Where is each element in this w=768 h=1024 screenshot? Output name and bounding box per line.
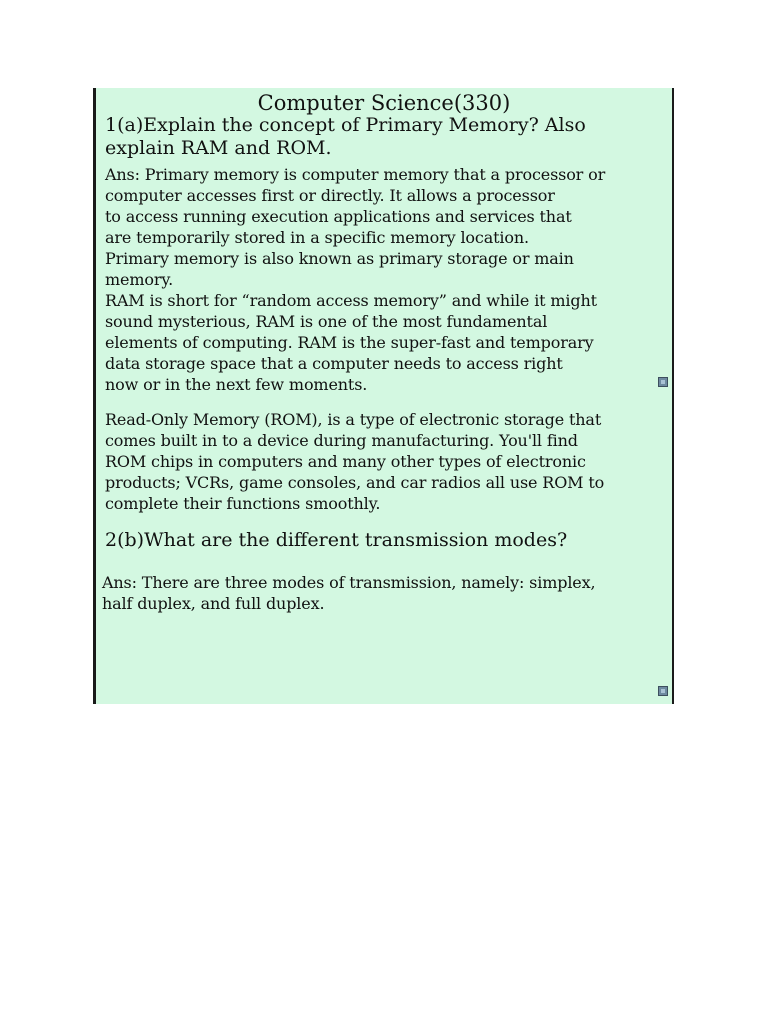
rom-line: ROM chips in computers and many other types of electronic xyxy=(105,452,586,471)
document-panel xyxy=(93,88,674,704)
answer-1-line: to access running execution applications and services that xyxy=(105,207,572,226)
answer-2-line: Ans: There are three modes of transmission, namely: simplex, xyxy=(102,573,596,592)
image-placeholder-icon xyxy=(658,686,668,696)
answer-1-line: Primary memory is also known as primary storage or main xyxy=(105,249,574,268)
answer-1-line: RAM is short for “random access memory” and while it might xyxy=(105,291,597,310)
answer-1-line: computer accesses first or directly. It allows a processor xyxy=(105,186,555,205)
answer-1-line: sound mysterious, RAM is one of the most fundamental xyxy=(105,312,548,331)
rom-line: complete their functions smoothly. xyxy=(105,494,381,513)
answer-1-line: are temporarily stored in a specific memory location. xyxy=(105,228,529,247)
rom-line: Read-Only Memory (ROM), is a type of electronic storage that xyxy=(105,410,602,429)
answer-1-line: memory. xyxy=(105,270,174,289)
image-placeholder-icon xyxy=(658,377,668,387)
rom-paragraph xyxy=(105,409,604,514)
question-2: 2(b)What are the different transmission modes? xyxy=(105,529,568,551)
answer-2-line: half duplex, and full duplex. xyxy=(102,594,325,613)
answer-1-line: now or in the next few moments. xyxy=(105,375,368,394)
rom-line: products; VCRs, game consoles, and car radios all use ROM to xyxy=(105,473,605,492)
question-1-line: 1(a)Explain the concept of Primary Memory? Also xyxy=(105,114,586,136)
answer-1-line: Ans: Primary memory is computer memory that a processor or xyxy=(105,165,606,184)
answer-1-line: elements of computing. RAM is the super-fast and temporary xyxy=(105,333,594,352)
answer-2 xyxy=(102,572,595,614)
question-1 xyxy=(105,114,586,160)
answer-1 xyxy=(105,164,605,395)
answer-1-line: data storage space that a computer needs to access right xyxy=(105,354,563,373)
rom-line: comes built in to a device during manufacturing. You'll find xyxy=(105,431,578,450)
document-title: Computer Science(330) xyxy=(257,91,511,115)
question-1-line: explain RAM and ROM. xyxy=(105,137,332,159)
